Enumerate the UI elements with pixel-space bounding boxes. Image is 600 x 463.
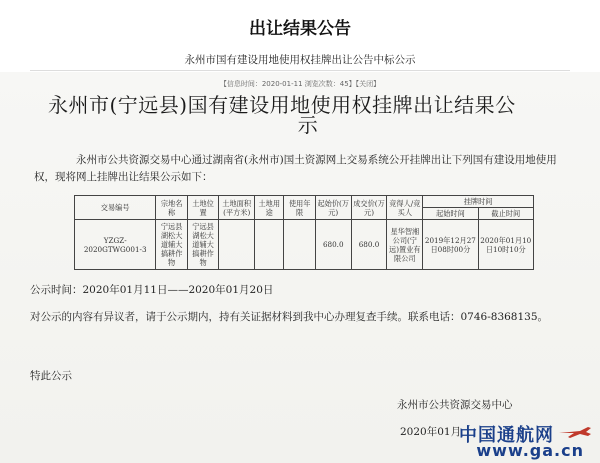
doc-title <box>48 95 568 135</box>
table-header-cell: 宗地名称 <box>156 196 187 220</box>
page-subtitle: 永州市国有建设用地使用权挂牌出让公告中标公示 <box>184 54 416 66</box>
issue-date: 2020年01月 <box>400 426 462 438</box>
table-header-cell: 竞得人/竞买人 <box>387 196 423 220</box>
plane-icon <box>558 425 592 439</box>
watermark <box>408 419 594 459</box>
table-header-cell: 土地位置 <box>187 196 218 220</box>
doc-intro: 永州市公共资源交易中心通过湖南省(永州市)国土资源网上交易系统公开挂牌出让下列国有建设用地使用权，现将网上挂牌出让结果公示如下： <box>34 154 557 183</box>
table-cell: 680.0 <box>351 220 387 270</box>
table-cell: 2019年12月27日08时00分 <box>423 220 478 270</box>
table-header-cell: 起始时间 <box>423 208 478 220</box>
table-row <box>75 220 534 270</box>
table-header-cell: 起始价(万元) <box>315 196 351 220</box>
table-group-header: 挂牌时间 <box>423 196 534 208</box>
table-cell <box>284 220 315 270</box>
table-header-row <box>75 196 534 208</box>
table-cell: 2020年01月10日10时10分 <box>478 220 533 270</box>
top-bar <box>0 0 600 48</box>
table-header-cell: 土地用途 <box>255 196 284 220</box>
result-table <box>74 195 534 270</box>
page-title: 出让结果公告 <box>249 19 351 39</box>
watermark-text: 中国通航网 <box>459 425 554 446</box>
table-cell: 宁远县湖松大道辅大搞耕作物 <box>187 220 218 270</box>
doc-title-line1: 永州市(宁远县)国有建设用地使用权挂牌出让结果公 <box>48 93 516 117</box>
doc-meta: 【信息时间：2020-01-11 浏览次数：45】【关闭】 <box>219 80 381 88</box>
table-cell: 宁远县湖松大道辅大搞耕作物 <box>156 220 187 270</box>
closing-remark: 特此公示 <box>30 370 72 382</box>
doc-title-line2: 示 <box>297 113 319 137</box>
objection-notice: 对公示的内容有异议者，请于公示期内，持有关证据材料到我中心办理复查手续。联系电话：0746-8368135。 <box>30 311 549 323</box>
watermark-url: www.ga.cn <box>476 441 584 460</box>
issuing-org: 永州市公共资源交易中心 <box>397 399 513 411</box>
publicity-period: 公示时间：2020年01月11日——2020年01月20日 <box>30 284 274 296</box>
table-cell: 680.0 <box>315 220 351 270</box>
divider <box>30 70 570 71</box>
table-header-cell: 截止时间 <box>478 208 533 220</box>
table-cell <box>219 220 255 270</box>
table-header-cell: 交易编号 <box>75 196 156 220</box>
table-cell: YZGZ-2020GTWG001-3 <box>75 220 156 270</box>
table-header-cell: 成交价(万元) <box>351 196 387 220</box>
table-cell <box>255 220 284 270</box>
table-cell: 星华智湘公司(宁远)置业有限公司 <box>387 220 423 270</box>
table-header-cell: 土地面积(平方米) <box>219 196 255 220</box>
table-header-cell: 使用年限 <box>284 196 315 220</box>
